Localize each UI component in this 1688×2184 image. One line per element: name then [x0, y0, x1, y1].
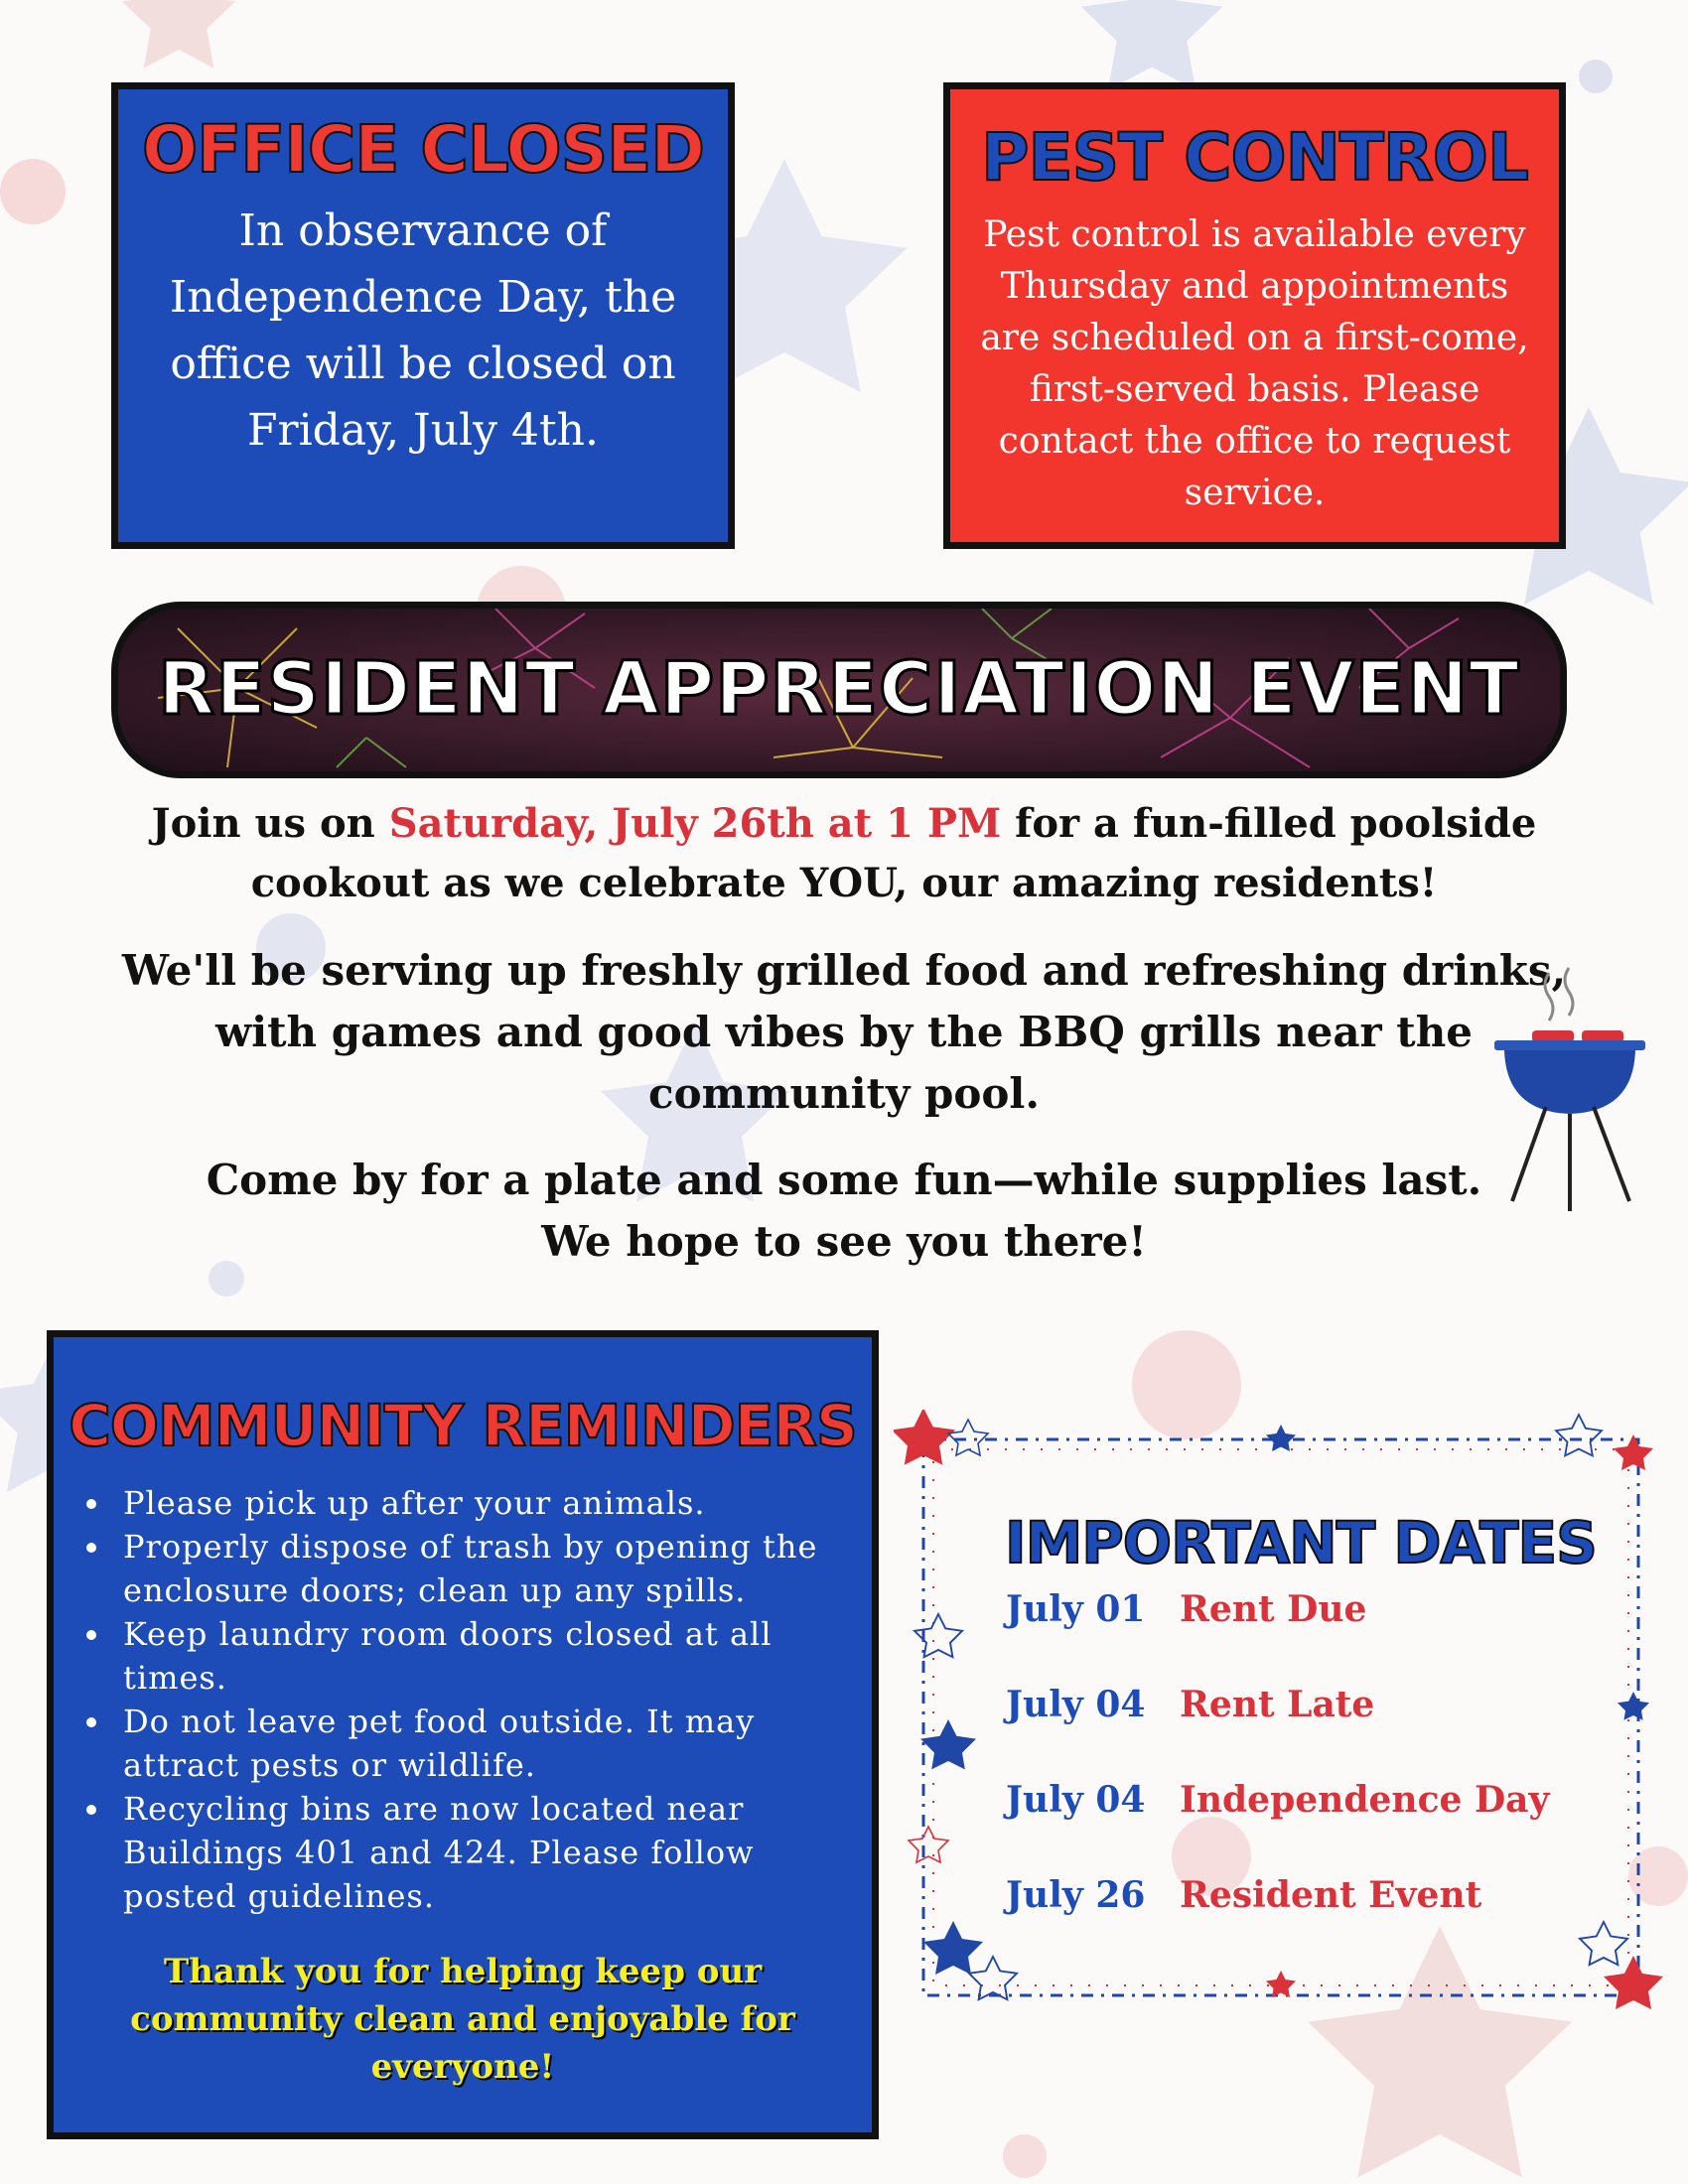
event-closing-text [119, 1150, 1569, 1273]
background-dot [0, 159, 66, 224]
bbq-grill-icon [1494, 963, 1663, 1221]
background-dot [1579, 60, 1613, 93]
date-row [1006, 1779, 1549, 1821]
date-row [1006, 1684, 1374, 1725]
event-closing-line: Come by for a plate and some fun—while supplies last. [206, 1156, 1482, 1204]
date-value: July 26 [1006, 1874, 1146, 1916]
office-closed-text: In observance of Independence Day, the office will be closed on Friday, July 4th. [169, 205, 677, 456]
date-value: July 04 [1006, 1684, 1146, 1725]
list-item: • Keep laundry room doors closed at all times. [113, 1612, 842, 1700]
reminders-list [113, 1481, 842, 1918]
date-label: Rent Due [1180, 1588, 1367, 1630]
list-item: • Please pick up after your animals. [113, 1481, 842, 1525]
reminders-thank-you: Thank you for helping keep our community clean and enjoyable for everyone! [130, 1952, 795, 2087]
pest-control-box [943, 82, 1566, 549]
community-reminders-title: COMMUNITY REMINDERS [69, 1392, 857, 1459]
pest-control-text: Pest control is available every Thursday and appointments are scheduled on a first-come, first-served basis. Please contact the office to request service. [980, 214, 1529, 513]
community-reminders-box [47, 1330, 879, 2139]
date-label: Resident Event [1180, 1874, 1482, 1916]
event-banner-title: RESIDENT APPRECIATION EVENT [158, 646, 1520, 732]
event-intro-text: Join us on [151, 800, 389, 847]
important-dates-title: IMPORTANT DATES [1005, 1509, 1597, 1576]
date-value: July 01 [1006, 1588, 1146, 1630]
event-invitation-text [119, 794, 1569, 913]
important-dates-panel [894, 1410, 1668, 2025]
date-row [1006, 1874, 1481, 1916]
pest-control-title: PEST CONTROL [981, 119, 1528, 196]
event-banner [111, 602, 1567, 778]
list-item: • Do not leave pet food outside. It may attract pests or wildlife. [113, 1700, 842, 1787]
office-closed-title: OFFICE CLOSED [142, 111, 704, 188]
list-item: • Properly dispose of trash by opening the enclosure doors; clean up any spills. [113, 1525, 842, 1612]
date-value: July 04 [1006, 1779, 1146, 1821]
date-label: Rent Late [1180, 1684, 1375, 1725]
list-item: • Recycling bins are now located near Buildings 401 and 424. Please follow posted guidelines. [113, 1787, 842, 1918]
date-label: Independence Day [1180, 1779, 1550, 1821]
background-dot [1003, 2134, 1047, 2178]
event-description-text: for a fun-filled poolside cookout as we celebrate YOU, our amazing residents! [250, 800, 1537, 906]
date-row [1006, 1588, 1366, 1630]
event-food-text: We'll be serving up freshly grilled food and refreshing drinks, with games and good vibes by the BBQ grills near the community pool. [121, 946, 1567, 1118]
office-closed-box [111, 82, 735, 549]
event-closing-line: We hope to see you there! [541, 1217, 1147, 1266]
event-date-highlight: Saturday, July 26th at 1 PM [388, 800, 1002, 847]
